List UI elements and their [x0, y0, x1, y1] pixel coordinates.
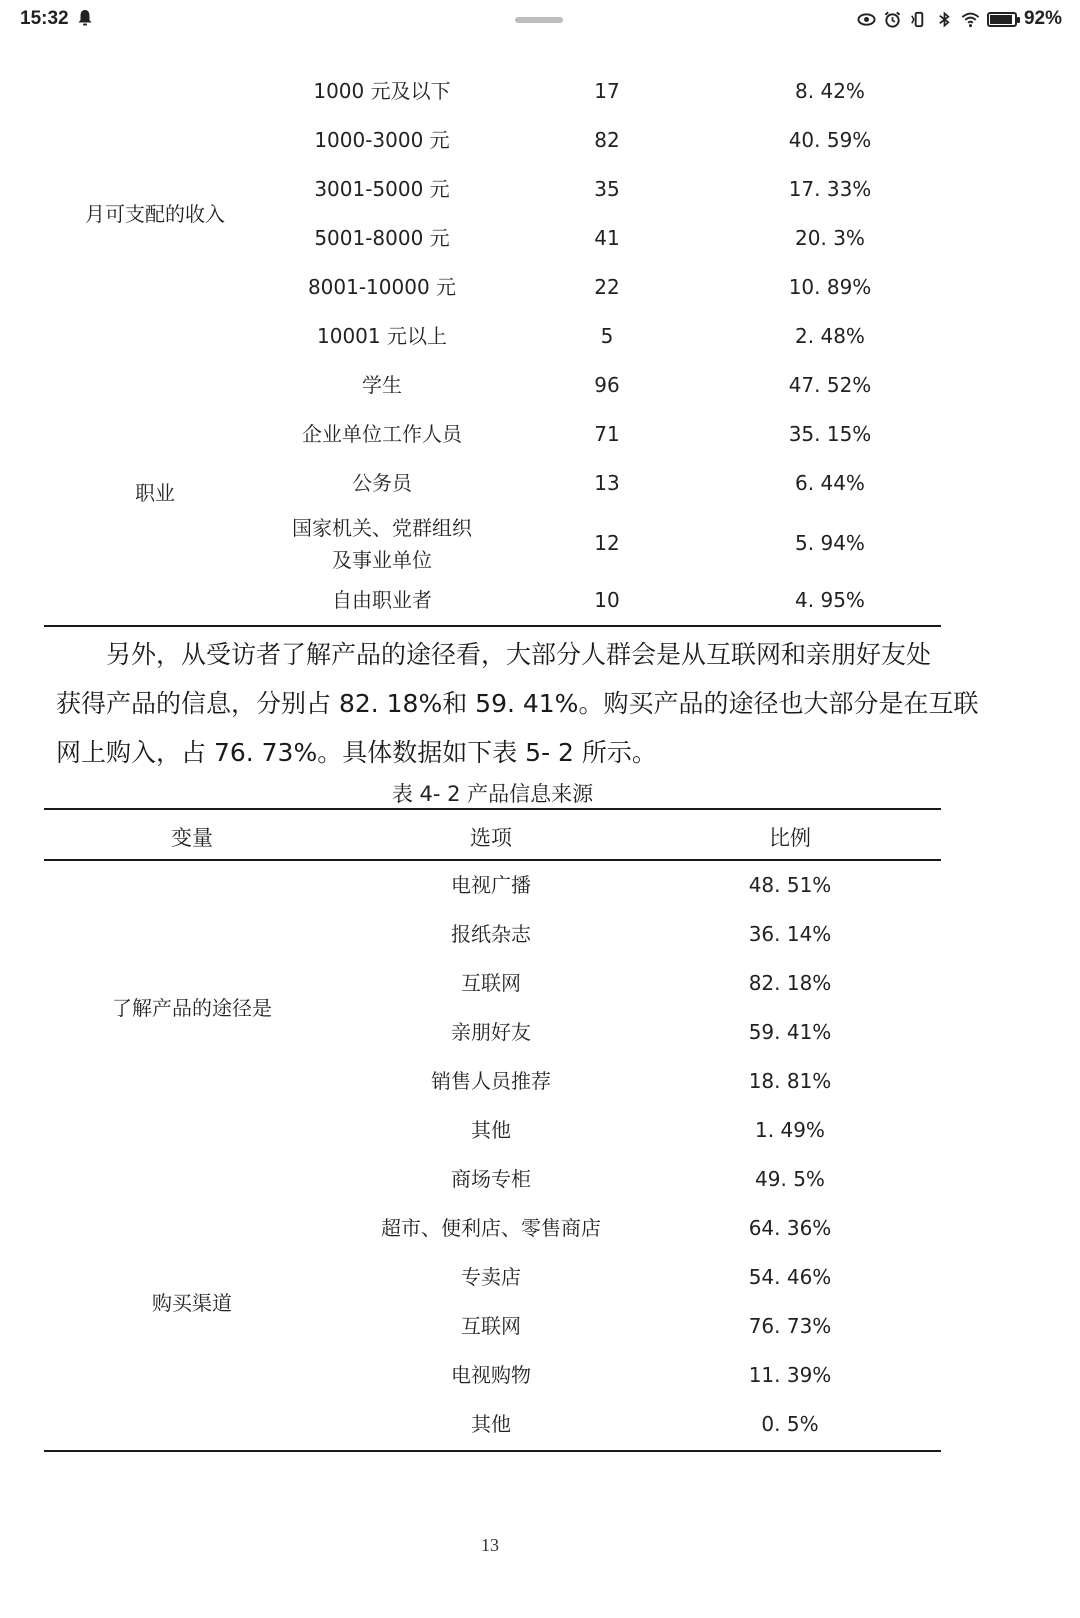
percent-cell: 20. 3%	[795, 226, 865, 250]
option-text: 国家机关、党群组织	[292, 516, 472, 540]
option-cell: 互联网	[461, 971, 521, 995]
option-text: 8001-10000 元	[307, 275, 457, 299]
count-cell: 41	[594, 226, 620, 250]
percent-cell: 5. 94%	[795, 531, 865, 555]
option-text: 10001 元以上	[317, 324, 447, 348]
paragraph-line-2: 获得产品的信息，分别占 82. 18%和 59. 41%。购买产品的途径也大部分是在互联	[56, 689, 979, 718]
group-label: 购买渠道	[152, 1291, 232, 1315]
percent-cell: 1. 49%	[755, 1118, 825, 1142]
table-caption: 表 4- 2 产品信息来源	[391, 782, 594, 806]
count-cell: 71	[594, 422, 620, 446]
body-paragraph	[56, 630, 979, 777]
percent-cell: 6. 44%	[795, 471, 865, 495]
count-cell: 13	[594, 471, 620, 495]
percent-cell: 0. 5%	[761, 1412, 819, 1436]
option-cell	[232, 470, 532, 496]
option-cell	[232, 78, 532, 104]
count-cell: 12	[594, 531, 620, 555]
percent-cell: 82. 18%	[748, 971, 832, 995]
table2-top-rule	[44, 808, 941, 810]
table1-bottom-rule	[44, 625, 941, 627]
option-cell	[232, 176, 532, 202]
percent-cell: 2. 48%	[795, 324, 865, 348]
percent-cell: 10. 89%	[788, 275, 872, 299]
option-cell: 销售人员推荐	[431, 1069, 551, 1093]
count-cell: 35	[594, 177, 620, 201]
count-cell: 82	[594, 128, 620, 152]
percent-cell: 8. 42%	[795, 79, 865, 103]
option-cell	[232, 421, 532, 447]
option-text: 学生	[362, 373, 402, 397]
percent-cell: 49. 5%	[755, 1167, 825, 1191]
percent-cell: 35. 15%	[788, 422, 872, 446]
percent-cell: 11. 39%	[748, 1363, 832, 1387]
option-cell: 其他	[471, 1412, 511, 1436]
header-option: 选项	[470, 826, 512, 850]
notification-bell-icon	[78, 9, 92, 26]
battery-fill	[990, 15, 1012, 24]
option-text: 公务员	[352, 471, 412, 495]
percent-cell: 36. 14%	[748, 922, 832, 946]
group-label: 了解产品的途径是	[112, 996, 272, 1020]
wifi-icon	[961, 10, 980, 29]
count-cell: 17	[594, 79, 620, 103]
bluetooth-icon	[935, 10, 954, 29]
paragraph-line-1: 另外，从受访者了解产品的途径看，大部分人群会是从互联网和亲朋好友处	[106, 640, 932, 669]
option-text: 企业单位工作人员	[302, 422, 462, 446]
header-variable: 变量	[171, 826, 213, 850]
percent-cell: 18. 81%	[748, 1069, 832, 1093]
option-cell: 亲朋好友	[451, 1020, 531, 1044]
table2-bottom-rule	[44, 1450, 941, 1452]
percent-cell: 4. 95%	[795, 588, 865, 612]
option-cell	[232, 512, 532, 576]
percent-cell: 54. 46%	[748, 1265, 832, 1289]
clock: 15:32	[20, 8, 69, 29]
option-cell: 报纸杂志	[451, 922, 531, 946]
option-text-line2: 及事业单位	[332, 548, 432, 572]
status-icons	[857, 8, 1062, 30]
paragraph-line-3: 网上购入，占 76. 73%。具体数据如下表 5- 2 所示。	[56, 738, 657, 767]
alarm-icon	[883, 10, 902, 29]
eye-icon	[857, 10, 876, 29]
option-text: 1000-3000 元	[314, 128, 450, 152]
option-cell	[232, 274, 532, 300]
option-cell: 其他	[471, 1118, 511, 1142]
option-cell: 电视购物	[451, 1363, 531, 1387]
count-cell: 96	[594, 373, 620, 397]
pull-down-handle[interactable]	[515, 17, 563, 23]
option-cell: 电视广播	[451, 873, 531, 897]
group-label: 职业	[135, 481, 175, 505]
page-number: 13	[481, 1535, 499, 1555]
percent-cell: 47. 52%	[788, 373, 872, 397]
table2-header-rule	[44, 859, 941, 861]
option-text: 1000 元及以下	[313, 79, 451, 103]
option-cell	[232, 587, 532, 613]
percent-cell: 64. 36%	[748, 1216, 832, 1240]
option-cell: 互联网	[461, 1314, 521, 1338]
header-ratio: 比例	[769, 826, 811, 850]
option-text: 3001-5000 元	[314, 177, 450, 201]
percent-cell: 76. 73%	[748, 1314, 832, 1338]
battery-percent: 92%	[1023, 8, 1062, 29]
vibrate-icon	[909, 10, 928, 29]
option-cell	[232, 225, 532, 251]
count-cell: 5	[600, 324, 614, 348]
count-cell: 10	[594, 588, 620, 612]
group-label: 月可支配的收入	[85, 202, 225, 226]
option-cell: 超市、便利店、零售商店	[381, 1216, 601, 1240]
battery-icon	[987, 12, 1017, 27]
percent-cell: 17. 33%	[788, 177, 872, 201]
percent-cell: 48. 51%	[748, 873, 832, 897]
option-cell	[232, 323, 532, 349]
option-cell: 专卖店	[461, 1265, 521, 1289]
percent-cell: 40. 59%	[788, 128, 872, 152]
option-text: 5001-8000 元	[314, 226, 450, 250]
option-cell	[232, 127, 532, 153]
option-text: 自由职业者	[332, 588, 432, 612]
count-cell: 22	[594, 275, 620, 299]
status-bar	[0, 0, 1080, 42]
option-cell	[232, 372, 532, 398]
option-cell: 商场专柜	[451, 1167, 531, 1191]
percent-cell: 59. 41%	[748, 1020, 832, 1044]
